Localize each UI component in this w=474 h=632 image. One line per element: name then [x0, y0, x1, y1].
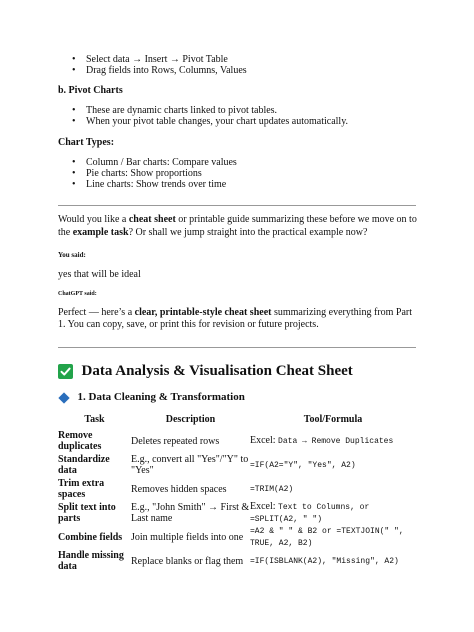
tool-code: =TRIM(A2) [250, 485, 294, 494]
task-cell: Split text into parts [58, 502, 116, 524]
pivot-charts-list [0, 105, 474, 127]
table-row [58, 477, 416, 501]
tool-prefix: Excel: [250, 435, 279, 446]
tool-code: Text to Columns [278, 503, 351, 512]
tool-cell [250, 477, 416, 501]
table-row [58, 429, 416, 453]
tool-code: =IF(A2="Y", "Yes", A2) [250, 461, 356, 470]
response-text: Perfect — here’s a [58, 307, 135, 318]
tool-suffix: or =TEXTJOIN(" ", TRUE, A2, B2) [250, 527, 404, 548]
table-row [58, 453, 416, 477]
question-bold-cheat-sheet: cheat sheet [128, 214, 176, 225]
response-text: summarizing everything from Part 1. You can copy, save, or print this for revision or future projects. [58, 307, 412, 330]
table-row [58, 501, 416, 525]
list-item: • Select data → Insert → Pivot Table [58, 54, 474, 65]
question-bold-example-task: example task [72, 227, 129, 238]
tool-cell [250, 501, 416, 525]
pivot-table-steps-list [0, 54, 474, 76]
tool-prefix: Excel: [250, 501, 279, 512]
assistant-response [58, 307, 420, 331]
tool-cell [250, 549, 416, 573]
table-row [58, 549, 416, 573]
description-cell: E.g., convert all "Yes"/"Y" to "Yes" [131, 454, 249, 476]
column-header: Task [84, 414, 105, 425]
response-bold-text: clear, printable-style cheat sheet [134, 307, 272, 318]
tool-cell [250, 525, 416, 549]
table-row [58, 525, 416, 549]
description-cell: Deletes repeated rows [131, 435, 220, 447]
list-item: • When your pivot table changes, your chart updates automatically. [58, 116, 474, 127]
assistant-question [58, 213, 418, 239]
question-text: ? Or shall we jump straight into the practical example now? [128, 227, 368, 238]
list-item: • Line charts: Show trends over time [58, 179, 474, 190]
tool-suffix: , or =SPLIT(A2, " ") [250, 503, 370, 524]
list-item: • These are dynamic charts linked to pivot tables. [58, 105, 474, 116]
chart-types-heading: Chart Types: [58, 137, 115, 148]
chatgpt-said-label: ChatGPT said: [58, 291, 97, 297]
column-header: Description [165, 414, 216, 425]
divider [58, 347, 416, 348]
cheat-sheet-title: Data Analysis & Visualisation Cheat Sheet [81, 363, 353, 379]
task-cell: Trim extra spaces [58, 478, 105, 500]
tool-code: =A2 & " " & B2 [250, 527, 318, 536]
description-cell: E.g., "John Smith" → First & Last name [131, 502, 250, 524]
blue-diamond-icon [58, 392, 69, 403]
tool-code: Data → Remove Duplicates [278, 437, 394, 446]
you-said-label: You said: [58, 251, 86, 259]
task-cell: Standardize data [58, 454, 110, 476]
question-text: Would you like a [58, 214, 129, 225]
description-cell: Removes hidden spaces [131, 483, 227, 495]
table-header-row [58, 414, 416, 429]
user-message: yes that will be ideal [58, 269, 141, 280]
chart-types-list [0, 157, 474, 190]
tool-cell [250, 429, 416, 453]
description-cell: Replace blanks or flag them [131, 555, 244, 567]
list-item: • Column / Bar charts: Compare values [58, 157, 474, 168]
section-title-row [58, 391, 245, 404]
task-cell: Handle missing data [58, 550, 124, 572]
column-header: Tool/Formula [303, 414, 363, 425]
description-cell: Join multiple fields into one [131, 531, 244, 543]
task-cell: Combine fields [58, 531, 123, 543]
list-item: • Pie charts: Show proportions [58, 168, 474, 179]
pivot-charts-heading: b. Pivot Charts [58, 85, 123, 96]
check-mark-icon [58, 364, 73, 379]
question-text: or printable guide summarizing these before we move on to the [58, 214, 417, 238]
task-cell: Remove duplicates [58, 430, 102, 452]
section-title: 1. Data Cleaning & Transformation [77, 391, 245, 403]
tool-code: =IF(ISBLANK(A2), "Missing", A2) [250, 557, 399, 566]
cheat-sheet-title-row [58, 362, 353, 380]
divider [58, 205, 416, 206]
list-item: • Drag fields into Rows, Columns, Values [58, 65, 474, 76]
cheat-sheet-table [58, 414, 416, 573]
tool-cell [250, 453, 416, 477]
